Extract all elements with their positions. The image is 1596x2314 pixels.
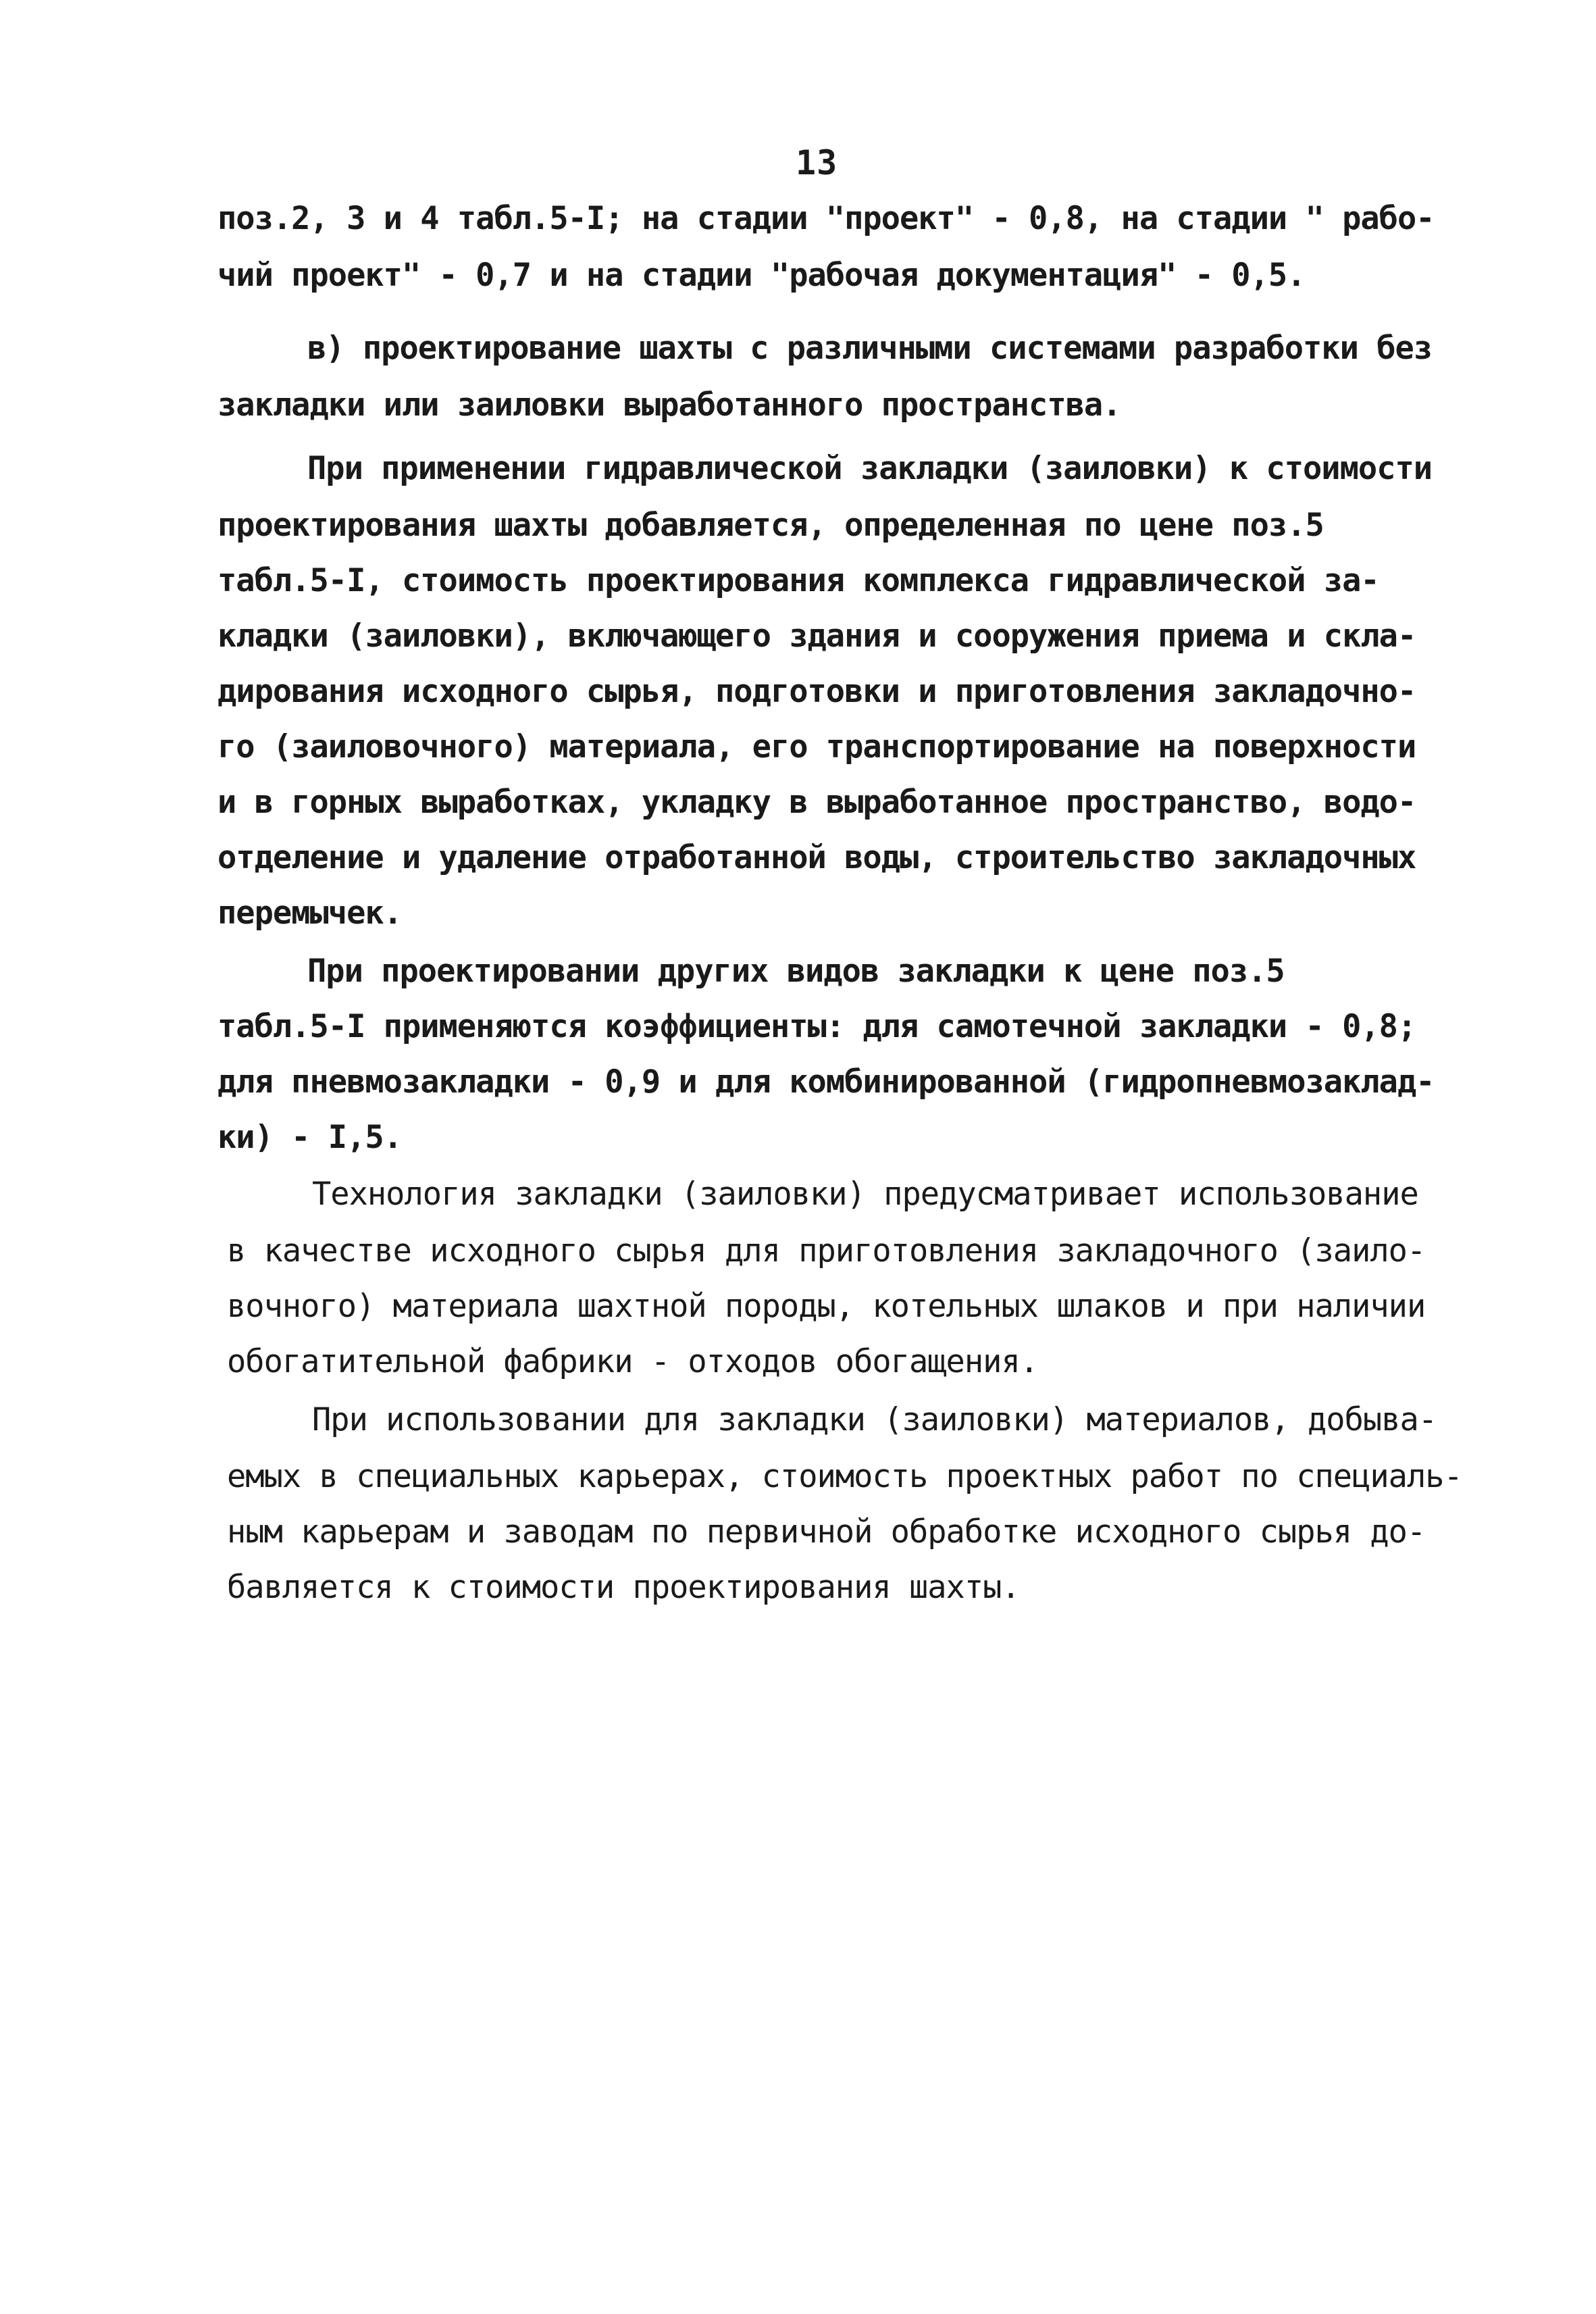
text-line: табл.5-I применяются коэффициенты: для самотечной закладки - 0,8; — [217, 1008, 1416, 1045]
text-line: ки) - I,5. — [217, 1119, 402, 1156]
text-line: для пневмозакладки - 0,9 и для комбинированной (гидропневмозаклад- — [217, 1063, 1435, 1101]
text-line: кладки (заиловки), включающего здания и сооружения приема и скла- — [217, 618, 1416, 655]
text-line: дирования исходного сырья, подготовки и приготовления закладочно- — [217, 673, 1416, 710]
text-line: бавляется к стоимости проектирования шахты. — [227, 1569, 1020, 1606]
text-line: в) проектирование шахты с различными системами разработки без — [307, 330, 1433, 367]
text-line: При использовании для закладки (заиловки) материалов, добыва- — [312, 1401, 1437, 1438]
text-line: При проектировании других видов закладки к цене поз.5 — [307, 953, 1285, 990]
text-line: вочного) материала шахтной породы, котельных шлаков и при наличии — [227, 1288, 1426, 1325]
text-line: поз.2, 3 и 4 табл.5-I; на стадии "проект" - 0,8, на стадии " рабо- — [217, 200, 1435, 237]
text-line: чий проект" - 0,7 и на стадии "рабочая документация" - 0,5. — [217, 257, 1306, 294]
page-number: 13 — [796, 143, 838, 182]
text-line: в качестве исходного сырья для приготовления закладочного (заило- — [227, 1232, 1426, 1269]
text-line: При применении гидравлической закладки (заиловки) к стоимости — [307, 450, 1433, 487]
text-line: ным карьерам и заводам по первичной обработке исходного сырья до- — [227, 1513, 1426, 1551]
text-line: табл.5-I, стоимость проектирования комплекса гидравлической за- — [217, 562, 1379, 599]
text-line: обогатительной фабрики - отходов обогащения. — [227, 1343, 1039, 1380]
text-line: го (заиловочного) материала, его транспортирование на поверхности — [217, 728, 1416, 765]
text-line: Технология закладки (заиловки) предусматривает использование — [312, 1176, 1418, 1213]
text-line: закладки или заиловки выработанного пространства. — [217, 386, 1121, 424]
text-line: перемычек. — [217, 895, 402, 932]
text-line: и в горных выработках, укладку в выработанное пространство, водо- — [217, 784, 1416, 821]
text-line: емых в специальных карьерах, стоимость проектных работ по специаль- — [227, 1458, 1462, 1495]
text-line: проектирования шахты добавляется, определенная по цене поз.5 — [217, 507, 1324, 544]
text-line: отделение и удаление отработанной воды, строительство закладочных — [217, 839, 1416, 876]
